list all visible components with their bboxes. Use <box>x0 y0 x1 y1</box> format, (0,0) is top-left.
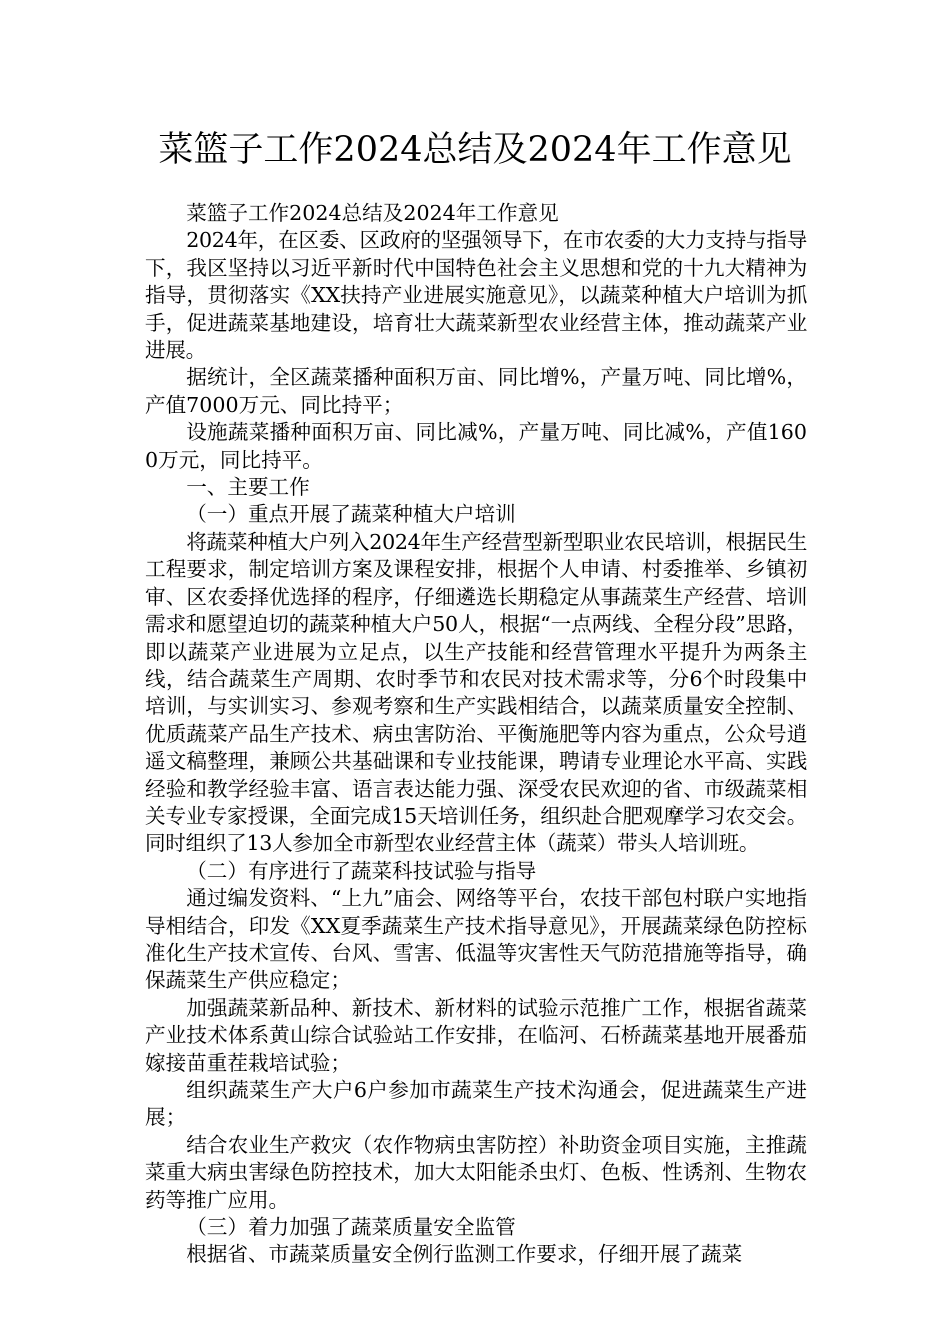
document-title: 菜篮子工作2024总结及2024年工作意见 <box>158 130 792 170</box>
quality-monitoring-paragraph: 根据省、市蔬菜质量安全例行监测工作要求，仔细开展了蔬菜 <box>186 1242 743 1267</box>
training-paragraph: 将蔬菜种植大户列入2024年生产经营型新型职业农民培训，根据民生工程要求，制定培训方案及课程安排，根据个人申请、村委推举、乡镇初审、区农委择优选择的程序，仔细遴选长期稳定从事蔬菜生产经营、培训需求和愿望迫切的蔬菜种植大户50人，根据“一点两线、全程分段”思路，即以蔬菜产业进展为立足点，以生产技能和经营管理水平提升为两条主线，结合蔬菜生产周期、农时季节和农民对技术需求等，分6个时段集中培训，与实训实习、参观考察和生产实践相结合，以蔬菜质量安全控制、优质蔬菜产品生产技术、病虫害防治、平衡施肥等内容为重点，公众号逍遥文稿整理，兼顾公共基础课和专业技能课，聘请专业理论水平高、实践经验和教学经验丰富、语言表达能力强、深受农民欢迎的省、市级蔬菜相关专业专家授课，全面完成15天培训任务，组织赴合肥观摩学习农交会。同时组织了13人参加全市新型农业经营主体（蔬菜）带头人培训班。 <box>145 529 807 856</box>
statistics-paragraph: 据统计，全区蔬菜播种面积万亩、同比增%，产量万吨、同比增%，产值7000万元、同比持平； <box>145 365 807 417</box>
exchange-meeting-paragraph: 组织蔬菜生产大户6户参加市蔬菜生产技术沟通会，促进蔬菜生产进展； <box>145 1078 807 1130</box>
pest-control-paragraph: 结合农业生产救灾（农作物病虫害防控）补助资金项目实施，主推蔬菜重大病虫害绿色防控技术，加大太阳能杀虫灯、色板、性诱剂、生物农药等推广应用。 <box>145 1132 807 1212</box>
document-body <box>145 200 807 1269</box>
technology-guidance-paragraph: 通过编发资料、“上九”庙会、网络等平台，农技干部包村联户实地指导相结合，印发《XX夏季蔬菜生产技术指导意见》，开展蔬菜绿色防控标准化生产技术宣传、台风、雪害、低温等灾害性天气防范措施等指导，确保蔬菜生产供应稳定； <box>145 886 807 993</box>
subsection-heading-quality: （三）着力加强了蔬菜质量安全监管 <box>186 1215 516 1240</box>
overview-paragraph: 2024年，在区委、区政府的坚强领导下，在市农委的大力支持与指导下，我区坚持以习近平新时代中国特色社会主义思想和党的十九大精神为指导，贯彻落实《XX扶持产业进展实施意见》，以蔬菜种植大户培训为抓手，促进蔬菜基地建设，培育壮大蔬菜新型农业经营主体，推动蔬菜产业进展。 <box>145 228 807 363</box>
subsection-heading-training: （一）重点开展了蔬菜种植大户培训 <box>186 502 516 527</box>
intro-title-line: 菜篮子工作2024总结及2024年工作意见 <box>186 201 559 225</box>
trial-demo-paragraph: 加强蔬菜新品种、新技术、新材料的试验示范推广工作，根据省蔬菜产业技术体系黄山综合试验站工作安排，在临河、石桥蔬菜基地开展番茄嫁接苗重茬栽培试验； <box>145 995 807 1075</box>
facility-statistics-paragraph: 设施蔬菜播种面积万亩、同比减%，产量万吨、同比减%，产值1600万元，同比持平。 <box>145 420 807 472</box>
subsection-heading-technology: （二）有序进行了蔬菜科技试验与指导 <box>186 858 537 883</box>
section-heading-main-work: 一、主要工作 <box>186 475 310 500</box>
